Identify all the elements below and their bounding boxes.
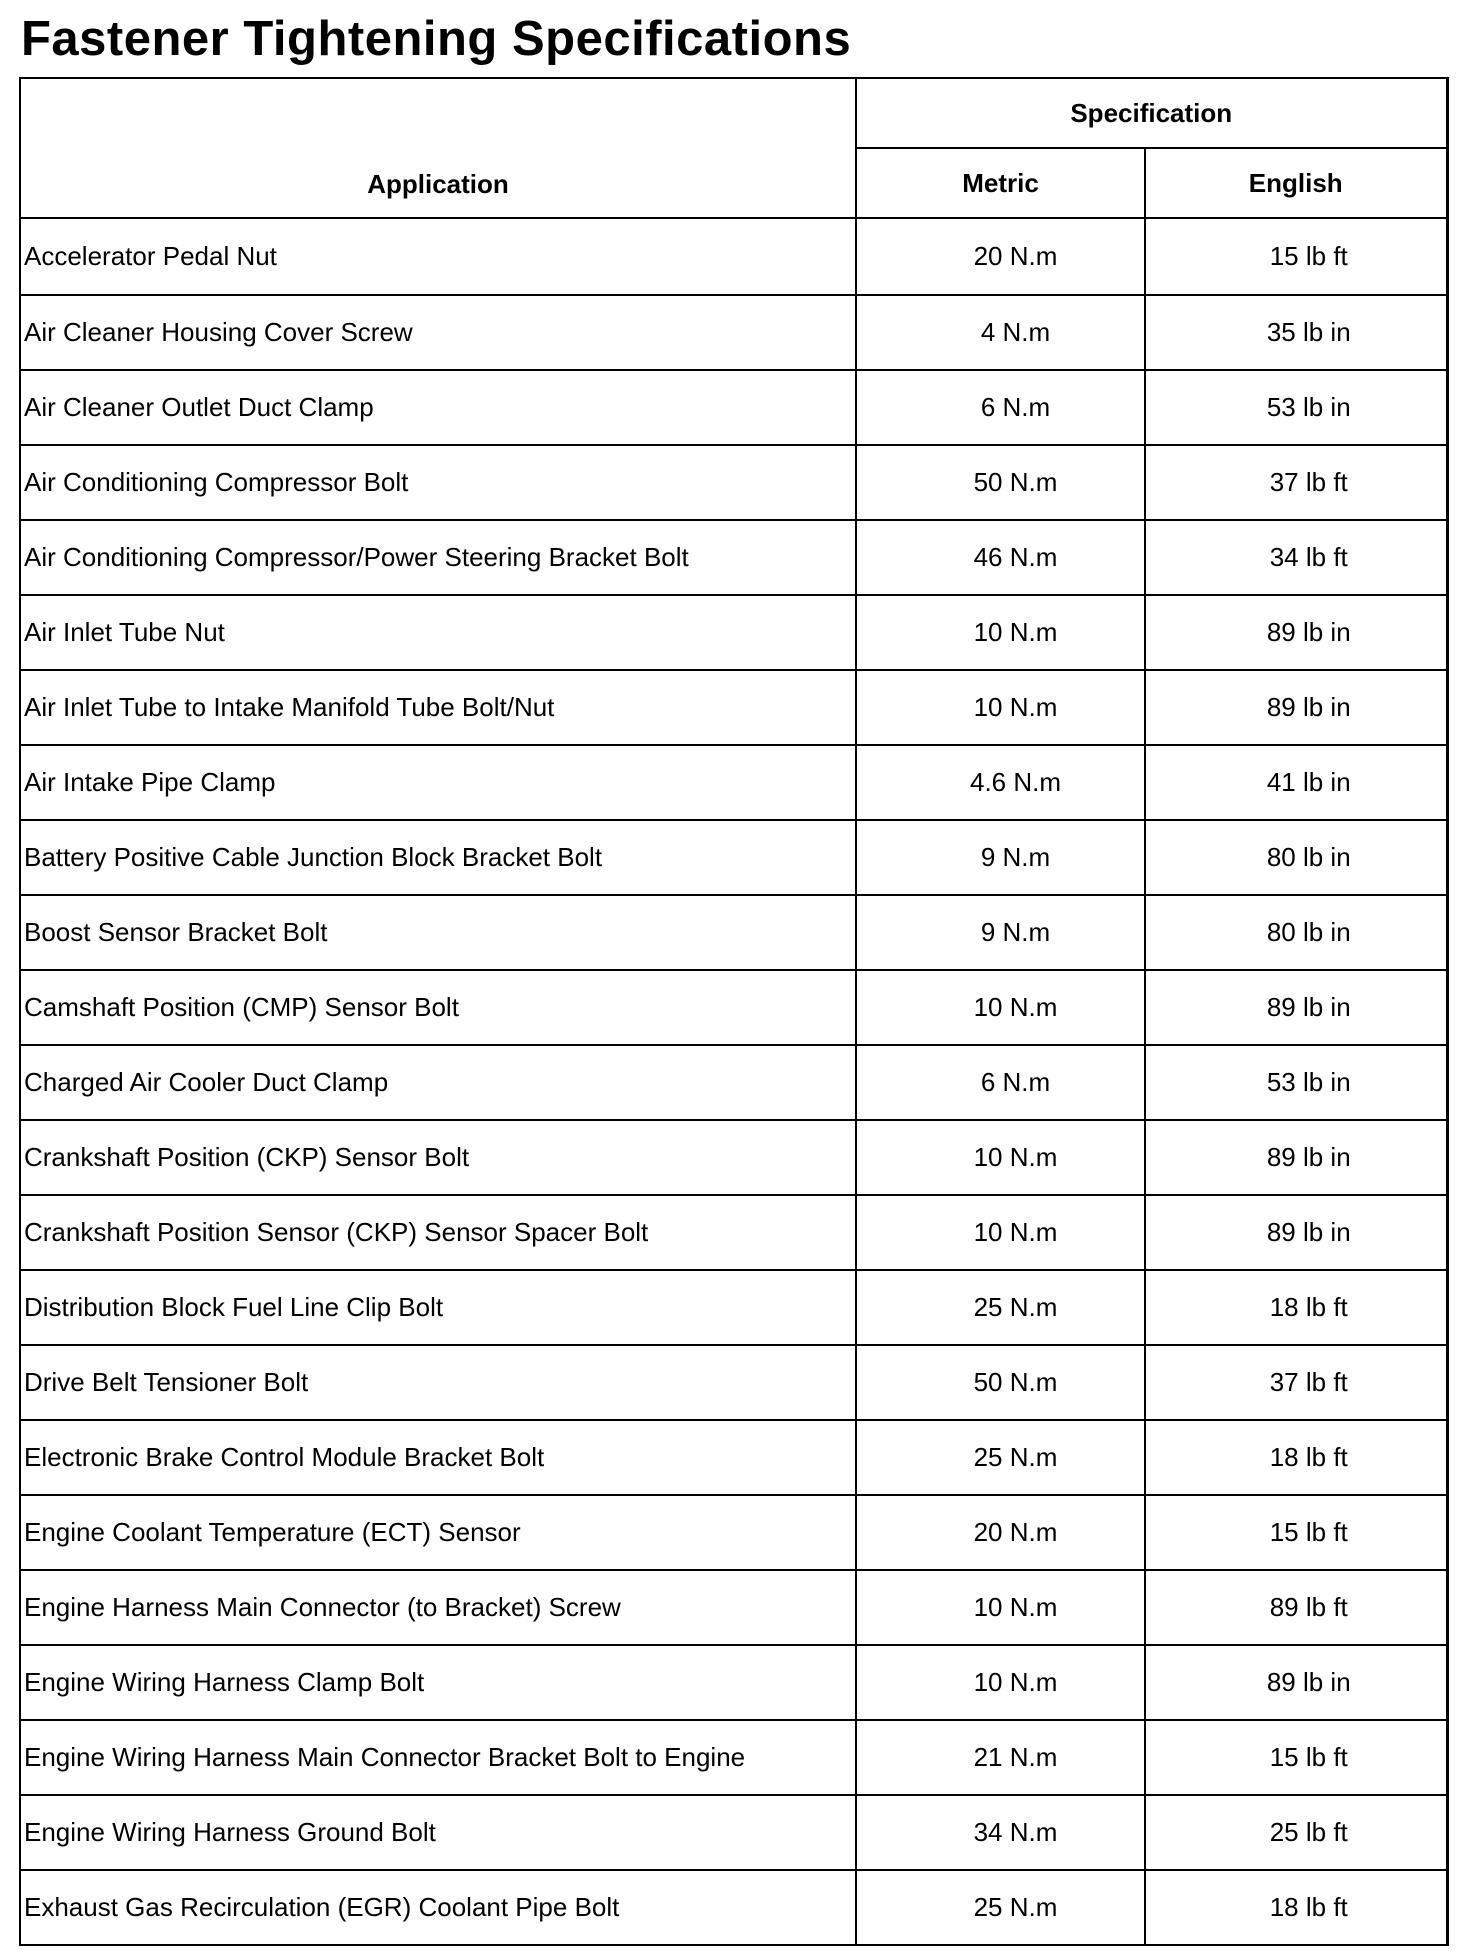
table-row [20, 1045, 1447, 1120]
application-cell: Engine Wiring Harness Ground Bolt [20, 1795, 856, 1870]
header-row-top [20, 78, 1447, 148]
english-cell: 18 lb ft [1145, 1270, 1447, 1345]
metric-cell: 25 N.m [856, 1270, 1145, 1345]
metric-cell: 9 N.m [856, 895, 1145, 970]
application-cell: Crankshaft Position Sensor (CKP) Sensor Spacer Bolt [20, 1195, 856, 1270]
table-row [20, 1420, 1447, 1495]
metric-cell: 25 N.m [856, 1870, 1145, 1945]
application-cell: Air Conditioning Compressor/Power Steering Bracket Bolt [20, 520, 856, 595]
table-row [20, 1495, 1447, 1570]
table-row [20, 445, 1447, 520]
english-cell: 89 lb in [1145, 970, 1447, 1045]
table-row [20, 218, 1447, 295]
application-cell: Air Cleaner Housing Cover Screw [20, 295, 856, 370]
metric-cell: 10 N.m [856, 1570, 1145, 1645]
english-cell: 35 lb in [1145, 295, 1447, 370]
english-cell: 15 lb ft [1145, 218, 1447, 295]
table-row [20, 1120, 1447, 1195]
application-cell: Charged Air Cooler Duct Clamp [20, 1045, 856, 1120]
metric-cell: 6 N.m [856, 370, 1145, 445]
table-row [20, 1645, 1447, 1720]
metric-cell: 10 N.m [856, 595, 1145, 670]
table-header [20, 78, 1447, 218]
application-cell: Boost Sensor Bracket Bolt [20, 895, 856, 970]
header-metric: Metric [856, 148, 1145, 218]
application-cell: Engine Harness Main Connector (to Bracket) Screw [20, 1570, 856, 1645]
application-cell: Crankshaft Position (CKP) Sensor Bolt [20, 1120, 856, 1195]
metric-cell: 25 N.m [856, 1420, 1145, 1495]
table-row [20, 595, 1447, 670]
application-cell: Exhaust Gas Recirculation (EGR) Coolant Pipe Bolt [20, 1870, 856, 1945]
metric-cell: 10 N.m [856, 1645, 1145, 1720]
header-english: English [1145, 148, 1447, 218]
metric-cell: 6 N.m [856, 1045, 1145, 1120]
application-cell: Air Inlet Tube to Intake Manifold Tube Bolt/Nut [20, 670, 856, 745]
application-cell: Air Cleaner Outlet Duct Clamp [20, 370, 856, 445]
table-row [20, 370, 1447, 445]
application-cell: Air Conditioning Compressor Bolt [20, 445, 856, 520]
metric-cell: 34 N.m [856, 1795, 1145, 1870]
english-cell: 34 lb ft [1145, 520, 1447, 595]
application-cell: Engine Wiring Harness Clamp Bolt [20, 1645, 856, 1720]
page-title: Fastener Tightening Specifications [21, 12, 852, 66]
header-specification: Specification [856, 78, 1447, 148]
english-cell: 41 lb in [1145, 745, 1447, 820]
english-cell: 80 lb in [1145, 895, 1447, 970]
metric-cell: 10 N.m [856, 1195, 1145, 1270]
metric-cell: 20 N.m [856, 1495, 1145, 1570]
metric-cell: 10 N.m [856, 1120, 1145, 1195]
table-row [20, 895, 1447, 970]
metric-cell: 50 N.m [856, 1345, 1145, 1420]
metric-cell: 10 N.m [856, 670, 1145, 745]
table-row [20, 820, 1447, 895]
table-row [20, 670, 1447, 745]
table-row [20, 1195, 1447, 1270]
english-cell: 18 lb ft [1145, 1420, 1447, 1495]
english-cell: 89 lb in [1145, 1120, 1447, 1195]
fastener-spec-table [19, 77, 1449, 1946]
application-cell: Electronic Brake Control Module Bracket Bolt [20, 1420, 856, 1495]
english-cell: 89 lb in [1145, 595, 1447, 670]
application-cell: Air Intake Pipe Clamp [20, 745, 856, 820]
english-cell: 89 lb ft [1145, 1570, 1447, 1645]
application-cell: Distribution Block Fuel Line Clip Bolt [20, 1270, 856, 1345]
application-cell: Air Inlet Tube Nut [20, 595, 856, 670]
table-row [20, 970, 1447, 1045]
table-row [20, 295, 1447, 370]
application-cell: Camshaft Position (CMP) Sensor Bolt [20, 970, 856, 1045]
metric-cell: 46 N.m [856, 520, 1145, 595]
table-row [20, 1270, 1447, 1345]
application-cell: Accelerator Pedal Nut [20, 218, 856, 295]
english-cell: 80 lb in [1145, 820, 1447, 895]
table-row [20, 1870, 1447, 1945]
table-row [20, 1795, 1447, 1870]
metric-cell: 9 N.m [856, 820, 1145, 895]
table-row [20, 520, 1447, 595]
header-application: Application [20, 78, 856, 218]
english-cell: 89 lb in [1145, 1645, 1447, 1720]
english-cell: 18 lb ft [1145, 1870, 1447, 1945]
application-cell: Battery Positive Cable Junction Block Bracket Bolt [20, 820, 856, 895]
english-cell: 37 lb ft [1145, 445, 1447, 520]
english-cell: 53 lb in [1145, 370, 1447, 445]
table-row [20, 1570, 1447, 1645]
metric-cell: 20 N.m [856, 218, 1145, 295]
table-row [20, 1720, 1447, 1795]
english-cell: 89 lb in [1145, 670, 1447, 745]
metric-cell: 4.6 N.m [856, 745, 1145, 820]
application-cell: Engine Wiring Harness Main Connector Bracket Bolt to Engine [20, 1720, 856, 1795]
metric-cell: 50 N.m [856, 445, 1145, 520]
english-cell: 53 lb in [1145, 1045, 1447, 1120]
english-cell: 15 lb ft [1145, 1720, 1447, 1795]
application-cell: Engine Coolant Temperature (ECT) Sensor [20, 1495, 856, 1570]
metric-cell: 4 N.m [856, 295, 1145, 370]
english-cell: 25 lb ft [1145, 1795, 1447, 1870]
table-row [20, 1345, 1447, 1420]
english-cell: 89 lb in [1145, 1195, 1447, 1270]
metric-cell: 10 N.m [856, 970, 1145, 1045]
table-row [20, 745, 1447, 820]
english-cell: 37 lb ft [1145, 1345, 1447, 1420]
application-cell: Drive Belt Tensioner Bolt [20, 1345, 856, 1420]
metric-cell: 21 N.m [856, 1720, 1145, 1795]
english-cell: 15 lb ft [1145, 1495, 1447, 1570]
table-body [20, 218, 1447, 1945]
